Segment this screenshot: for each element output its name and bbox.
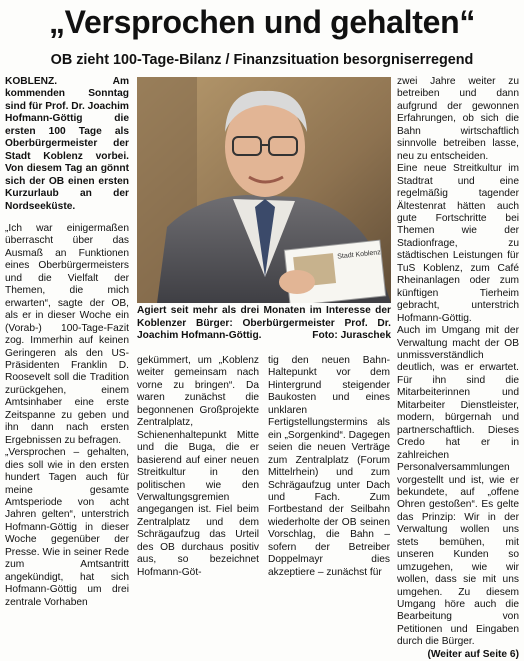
col3-paragraph: tig den neuen Bahn-Haltepunkt vor dem Hintergrund steigender Baukosten und eines unklaren Fertigstellungstermins als ein „Sorgenkind“. Dagegen seien die neuen Verträge zum Zentralplatz (Forum Mittelrhein) und zum Schrägaufzug unter Dach und Fach. Zum Fortbestand der Seilbahn wiederholte der OB seinen Vorschlag, die Bahn – sofern der Betreiber Doppelmayr dies akzeptiere – zunächst für [268, 355, 390, 578]
col4-paragraph-2: Eine neue Streitkultur im Stadtrat und eine regelmäßig tagender Ältestenrat hätten auch gute Fortschritte bei Themen wie der Stadionfrage, zu städtischen Leistungen für TuS Koblenz, zum Café Rheinanlagen oder zum künftigen Tierheim gebracht, unterstrich Hofmann-Göttig. [397, 163, 519, 324]
article-lead: KOBLENZ. Am kommenden Sonntag sind für Prof. Dr. Joachim Hofmann-Göttig die ersten 100 Tage als Oberbürgermeister der Stadt Koblenz vorbei. Von diesem Tag an gönnt sich der OB einen ersten Kurzurlaub an der Nordseeküste. [5, 76, 129, 212]
portrait-illustration [137, 77, 391, 303]
column-4 [397, 76, 519, 661]
column-3 [268, 355, 390, 579]
continued-note: (Weiter auf Seite 6) [427, 648, 519, 660]
col1-paragraph-2: „Versprochen – gehalten, dies soll wie in den ersten hundert Tagen auch für meine gesamte Amtsperiode von acht Jahren gelten“, unterstrich Hofmann-Göttig in dieser Woche gegenüber der Presse. Wie in seiner Rede zum Amtsantritt angekündigt, hat sich Hofmann-Göttig um drei zentrale Vorhaben [5, 447, 129, 608]
col4-paragraph-1: zwei Jahre weiter zu betreiben und dann aufgrund der gewonnen Erfahrungen, ob sich die Bahn wirtschaftlich sinnvolle betreiben lasse, neu zu entscheiden. [397, 76, 519, 162]
article-subheadline: OB zieht 100-Tage-Bilanz / Finanzsituation besorgniserregend [50, 52, 474, 68]
article-headline: „Versprochen und gehalten“ [48, 4, 476, 40]
column-1 [5, 76, 129, 609]
col4-paragraph-3: Auch im Umgang mit der Verwaltung macht der OB unmissverständlich deutlich, was er erwartet. Für ihn sind die Mitarbeiterinnen und Mitarbeiter Dienstleister, modern, bürgernah und partnerschaftlich. Dieses Credo hat er in zahlreichen Personalversammlungen vorgestellt und ist, wie er bekundete, auf „offene Ohren gestoßen“. Es gelte das Prinzip: Wir in der Verwaltung wollen uns stets bemühen, mit unseren Kunden so umzugehen, wie wir wollen, dass sie mit uns umgehen. Zu diesem Umgang höre auch die Bearbeitung von Petitionen und Eingaben durch die Bürger. [397, 325, 519, 648]
article-photo [137, 77, 391, 303]
photo-credit: Foto: Juraschek [312, 330, 391, 342]
photo-caption [137, 305, 391, 343]
col2-paragraph: gekümmert, um „Koblenz weiter gemeinsam nach vorne zu bringen“. Da waren zunächst die begonnenen Großprojekte Zentralplatz, Schienenhaltepunkt Mitte und die Buga, die er basierend auf einer neuen Streitkultur in den politischen wie den Verwaltungsgremien angegangen ist. Fiel beim Zentralplatz und dem Schrägaufzug das Urteil des OB durchaus positiv aus, so bezeichnet Hofmann-Göt- [137, 355, 259, 578]
column-2 [137, 355, 259, 579]
col1-paragraph-1: „Ich war einigermaßen überrascht über das Ausmaß an Funktionen eines Oberbürgermeisters und die Vielfalt der Themen, die mich erwarten“, sagte der OB, als er in dieser Woche ein (Vorab-) 100-Tage-Fazit zog. Immerhin auf keinen Geringeren als den US-Präsidenten Franklin D. Roosevelt soll die Tradition zurückgehen, einem Amtsinhaber eine erste Zeitspanne zu geben und ihn dann nach ersten Ergebnissen zu befragen. [5, 222, 129, 446]
card-text: Stadt Koblenz [336, 249, 382, 261]
caption-text: Agiert seit mehr als drei Monaten im Interesse der Koblenzer Bürger: Oberbürgermeister Prof. Dr. Joachim Hofmann-Göttig. [137, 305, 391, 342]
